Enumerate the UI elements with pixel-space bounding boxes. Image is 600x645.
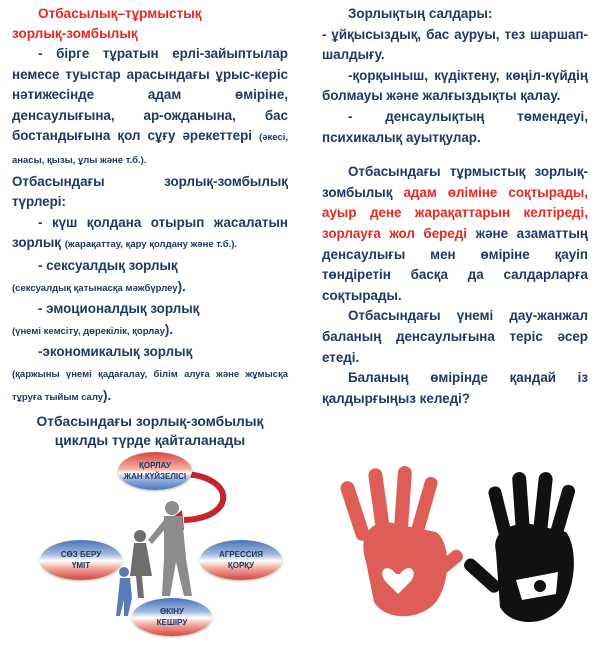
type-physical-note: (жарақаттау, қару қолдану және т.б.). xyxy=(64,239,238,251)
violence-cycle-diagram xyxy=(36,448,286,640)
right-column xyxy=(322,0,588,409)
type-physical-label: - күш қолдана отырып жасалатын зорлық xyxy=(12,214,288,251)
stage-aggression-line1: АГРЕССИЯ xyxy=(218,550,264,559)
black-handprint-icon xyxy=(462,471,577,622)
stage-humiliation xyxy=(118,452,192,490)
type-economic-note: (қаржыны үнемі қадағалау, білім алуға және жұмысқа тұруға тыйым салу xyxy=(12,368,288,403)
main-title-line2: зорлық-зомбылық xyxy=(12,26,138,41)
question-paragraph: Баланың өмірінде қандай із қалдырғыңыз келеді? xyxy=(322,370,588,406)
definition-paragraph xyxy=(12,44,288,172)
child-silhouette-icon xyxy=(116,567,132,616)
type-economic xyxy=(12,342,288,408)
stage-promise-line1: СӨЗ БЕРУ xyxy=(60,550,102,559)
consequence-item-3: - денсаулықтың төмендеуі, психикалық ауытқулар. xyxy=(322,108,588,145)
consequence-item-2: -қорқыныш, күдіктену, көңіл-күйдің болмауы және жалғыздықты қалау. xyxy=(322,67,588,104)
types-heading: Отбасындағы зорлық-зомбылық түрлері: xyxy=(12,173,288,210)
harm-paragraph-start: Отбасындағы тұрмыстық зорлық-зомбылық xyxy=(322,164,588,200)
consequences-heading: Зорлықтың салдары: xyxy=(348,6,493,21)
cycle-heading: Отбасындағы зорлық-зомбылық циклды түрде қайталанады xyxy=(36,414,264,449)
type-sexual xyxy=(12,256,288,299)
harm-paragraph-highlight: адам өліміне соқтырады, ауыр дене жарақаттарын келтіреді, зорлауға жол береді xyxy=(322,184,588,241)
stage-regret-line1: ӨКІНУ xyxy=(159,607,185,616)
definition-text: - бірге тұратын ерлі-зайыптылар немесе туыстар арасындағы ұрыс-керіс нәтижесінде адам өміріне, денсаулығына, ар-ожданына, бас бостандығына қол сұғу әрекеттері xyxy=(12,46,288,144)
type-economic-end: ). xyxy=(103,387,112,403)
handprints-svg xyxy=(326,462,596,640)
stage-promise-line2: ҮМІТ xyxy=(71,561,91,570)
main-title-line1: Отбасылық–тұрмыстық xyxy=(38,6,202,21)
type-sexual-note: (сексуалдық қатынасқа мәжбүрлеу xyxy=(12,282,178,294)
handprints-illustration xyxy=(326,462,596,640)
stage-aggression xyxy=(200,540,282,580)
stage-regret xyxy=(132,598,212,636)
type-emotional xyxy=(12,299,288,342)
type-emotional-label: - эмоционалдық зорлық xyxy=(38,301,200,317)
stage-humiliation-line1: ҚОРЛАУ xyxy=(139,461,171,470)
type-physical xyxy=(12,213,288,256)
harm-paragraph-end: және азаматтың денсаулығы мен өміріне қауіп төндіретін басқа да салдарларға соқтырады. xyxy=(322,225,588,303)
red-handprint-icon xyxy=(339,466,466,617)
stage-humiliation-line2: ЖАН КҮЙЗЕЛІСІ xyxy=(123,472,187,481)
stage-promise xyxy=(40,540,122,580)
definition-note: (әкесі, анасы, қызы, ұлы және т.б.). xyxy=(12,132,288,166)
cycle-arrow-icon xyxy=(184,474,223,520)
face-mark-icon xyxy=(534,580,546,592)
spacer xyxy=(322,148,588,162)
type-emotional-end: ). xyxy=(164,321,174,337)
man-silhouette-icon xyxy=(148,501,192,596)
stage-aggression-line2: ҚОРҚУ xyxy=(227,561,255,570)
stage-regret-line2: КЕШІРУ xyxy=(156,618,188,627)
type-sexual-label: - сексуалдық зорлық xyxy=(38,257,178,273)
left-column xyxy=(12,0,288,450)
type-emotional-note: (үнемі кемсіту, дөрекілік, қорлау xyxy=(12,325,165,337)
type-sexual-end: ). xyxy=(177,278,186,294)
child-health-paragraph: Отбасындағы үнемі дау-жанжал баланың денсаулығына теріс әсер етеді. xyxy=(322,308,588,365)
harm-paragraph xyxy=(322,162,588,306)
consequence-item-1: - ұйқысыздық, бас ауруы, тез шаршап-шалдығу. xyxy=(322,26,588,63)
type-economic-label: -экономикалық зорлық xyxy=(38,344,193,360)
